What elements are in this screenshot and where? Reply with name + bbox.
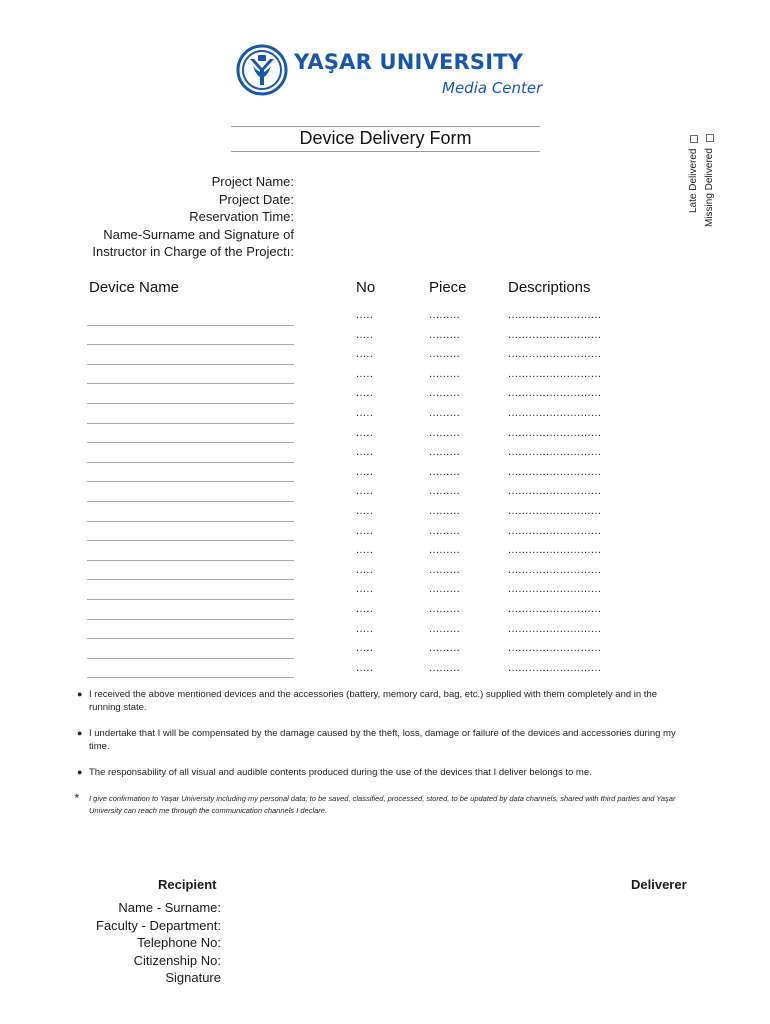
piece-field[interactable]: ......... [429,387,461,400]
device-name-field[interactable] [87,403,294,404]
instructor-label-line1: Name-Surname and Signature of [103,226,294,242]
telephone-label: Telephone No: [137,935,221,951]
late-delivered-checkbox[interactable] [688,135,699,213]
bullet-icon: ● [77,689,83,699]
piece-field[interactable]: ......... [429,426,461,439]
note-3-text: The responsability of all visual and audible contents produced during the use of the devices that I deliver belongs to me. [89,767,592,778]
device-name-field[interactable] [87,462,294,463]
piece-field[interactable]: ......... [429,661,461,674]
project-name-label: Project Name: [211,174,294,189]
no-field[interactable]: ..... [356,602,374,615]
device-name-field[interactable] [87,344,294,345]
table-row [0,327,770,347]
bullet-icon: ● [77,767,83,777]
description-field[interactable]: ........................... [508,524,602,537]
table-row [0,523,770,543]
table-row [0,542,770,562]
project-info [92,173,294,261]
table-row [0,660,770,680]
missing-delivered-checkbox[interactable] [704,134,715,227]
no-field[interactable]: ..... [356,622,374,635]
name-surname-label: Name - Surname: [118,900,221,915]
logo-name: YAŞAR UNIVERSITY [294,50,524,74]
description-field[interactable]: ........................... [508,504,602,517]
device-name-field[interactable] [87,481,294,482]
piece-field[interactable]: ......... [429,446,461,459]
no-field[interactable]: ..... [356,504,374,517]
device-name-field[interactable] [87,540,294,541]
title-rule-top [231,126,540,127]
note-2 [77,727,689,753]
bullet-icon: ● [77,728,83,738]
device-name-field[interactable] [87,364,294,365]
device-name-field[interactable] [87,560,294,561]
university-logo [236,44,543,100]
device-name-field[interactable] [87,658,294,659]
description-field[interactable]: ........................... [508,642,602,655]
note-2-text: I undertake that I will be compensated by the damage caused by the theft, loss, damage or failure of the devices and accessories during my time. [89,728,676,752]
note-3 [77,766,689,779]
piece-field[interactable]: ......... [429,309,461,321]
table-row [0,444,770,464]
table-row [0,581,770,601]
piece-field[interactable]: ......... [429,504,461,517]
consent-text: I give confirmation to Yaşar University including my personal data; to be saved, classified, processed, stored, to be updated by data channels, shared with third parties and Yaşar University can reach me through the communication channels I declare. [89,794,676,815]
device-name-field[interactable] [87,501,294,502]
title-rule-bottom [231,151,540,152]
note-1-text: I received the above mentioned devices and the accessories (battery, memory card, bag, etc.) supplied with them completely and in the running state. [89,689,658,713]
device-name-field[interactable] [87,599,294,600]
piece-field[interactable]: ......... [429,328,461,341]
project-date-label: Project Date: [218,191,294,207]
device-name-field[interactable] [87,677,294,678]
device-name-field[interactable] [87,423,294,424]
no-field[interactable]: ..... [356,563,374,576]
deliverer-heading: Deliverer [631,877,687,892]
description-field[interactable]: ........................... [508,622,602,635]
table-row [0,464,770,484]
table-row [0,405,770,425]
no-field[interactable]: ..... [356,446,374,459]
description-field[interactable]: ........................... [508,328,602,341]
description-field[interactable]: ........................... [508,544,602,557]
description-field[interactable]: ........................... [508,387,602,400]
consent-note [74,791,689,817]
table-row [0,366,770,386]
table-row [0,621,770,641]
device-name-field[interactable] [87,521,294,522]
no-field[interactable]: ..... [356,387,374,400]
logo-subtitle: Media Center [442,79,543,97]
late-delivered-label: Late Delivered [688,148,699,213]
no-field[interactable]: ..... [356,309,374,321]
piece-field[interactable]: ......... [429,348,461,361]
table-row [0,640,770,660]
description-field[interactable]: ........................... [508,367,602,380]
piece-field[interactable]: ......... [429,563,461,576]
table-row [0,346,770,366]
citizenship-label: Citizenship No: [133,952,221,968]
missing-delivered-label: Missing Delivered [704,148,715,227]
no-field[interactable]: ..... [356,367,374,380]
no-field[interactable]: ..... [356,426,374,439]
table-row [0,307,770,327]
no-field[interactable]: ..... [356,406,374,419]
no-field[interactable]: ..... [356,524,374,537]
table-row [0,425,770,445]
piece-field[interactable]: ......... [429,406,461,419]
no-field[interactable]: ..... [356,328,374,341]
piece-field[interactable]: ......... [429,642,461,655]
piece-field[interactable]: ......... [429,583,461,596]
description-field[interactable]: ........................... [508,465,602,478]
recipient-heading: Recipient [158,877,217,892]
description-field[interactable]: ........................... [508,661,602,674]
no-field[interactable]: ..... [356,642,374,655]
piece-field[interactable]: ......... [429,622,461,635]
table-row [0,385,770,405]
description-field[interactable]: ........................... [508,406,602,419]
table-row [0,562,770,582]
asterisk-icon: * [74,791,79,805]
description-field[interactable]: ........................... [508,485,602,498]
piece-field[interactable]: ......... [429,602,461,615]
recipient-fields [96,899,221,987]
device-name-field[interactable] [87,579,294,580]
no-field[interactable]: ..... [356,465,374,478]
no-field[interactable]: ..... [356,544,374,557]
description-field[interactable]: ........................... [508,602,602,615]
no-field[interactable]: ..... [356,661,374,674]
note-1 [77,688,689,714]
no-field[interactable]: ..... [356,485,374,498]
piece-field[interactable]: ......... [429,524,461,537]
faculty-department-label: Faculty - Department: [96,917,221,933]
table-row [0,503,770,523]
university-emblem-icon [236,44,288,96]
description-field[interactable]: ........................... [508,583,602,596]
piece-field[interactable]: ......... [429,544,461,557]
descriptions-header: Descriptions [508,279,591,296]
device-name-field[interactable] [87,442,294,443]
device-name-field[interactable] [87,638,294,639]
device-name-header: Device Name [89,279,180,296]
piece-header: Piece [429,279,467,296]
piece-field[interactable]: ......... [429,367,461,380]
reservation-time-label: Reservation Time: [189,209,294,225]
device-name-field[interactable] [87,325,294,326]
device-name-field[interactable] [87,383,294,384]
instructor-label-line2: Instructor in Charge of the Projectı: [92,244,294,260]
no-field[interactable]: ..... [356,348,374,361]
table-row [0,483,770,503]
piece-field[interactable]: ......... [429,485,461,498]
signature-label: Signature [165,970,221,986]
description-field[interactable]: ........................... [508,426,602,439]
piece-field[interactable]: ......... [429,465,461,478]
no-field[interactable]: ..... [356,583,374,596]
missing-delivered-box-icon[interactable] [706,134,714,142]
description-field[interactable]: ........................... [508,563,602,576]
late-delivered-box-icon[interactable] [690,135,698,143]
description-field[interactable]: ........................... [508,309,602,321]
description-field[interactable]: ........................... [508,348,602,361]
no-header: No [356,279,376,296]
device-name-field[interactable] [87,619,294,620]
table-row [0,601,770,621]
device-table [0,307,770,679]
description-field[interactable]: ........................... [508,446,602,459]
page-title: Device Delivery Form [299,128,472,148]
